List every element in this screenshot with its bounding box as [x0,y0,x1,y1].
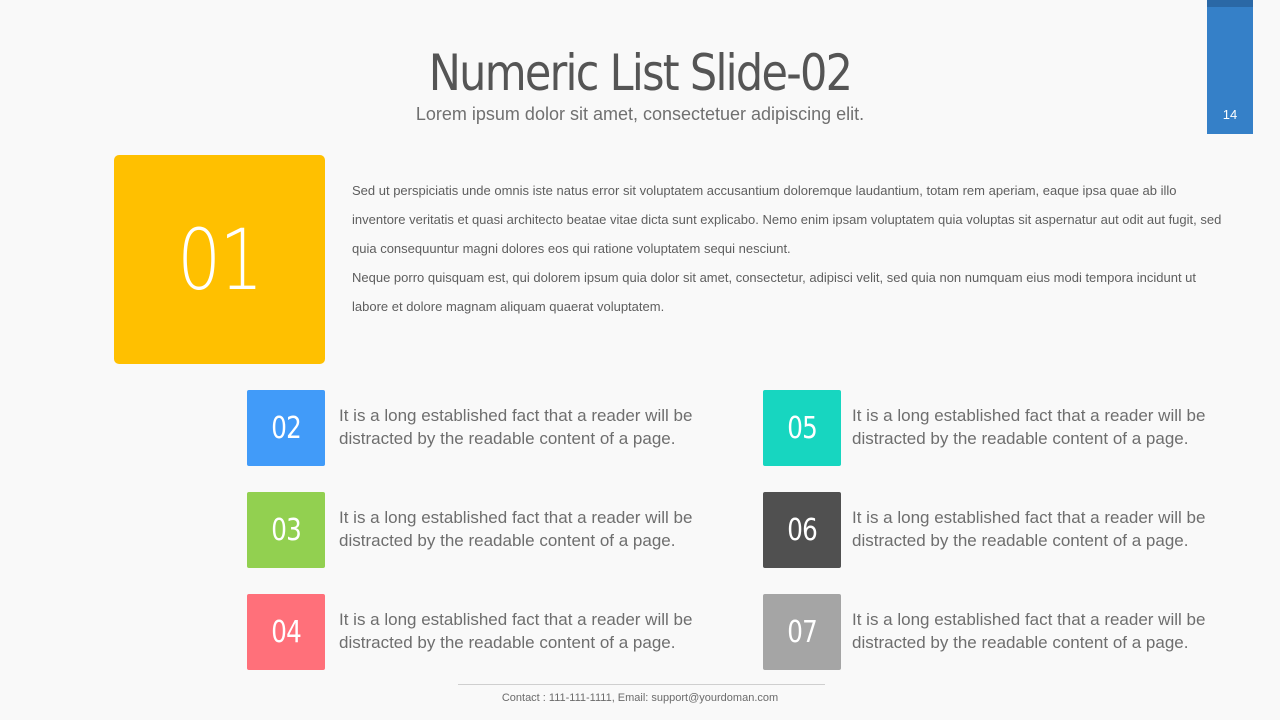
list-item-05 [763,390,1243,468]
list-item-07 [763,594,1243,672]
number-label: 05 [787,410,817,446]
featured-number-box [114,155,325,364]
number-box-04 [247,594,325,670]
list-item-04 [247,594,727,672]
footer-contact: Contact : 111-111-1111, Email: support@yourdoman.com [501,692,779,704]
number-label: 03 [271,512,301,548]
number-label: 04 [271,614,301,650]
list-item-text: It is a long established fact that a reader will be distracted by the readable content of a page. [339,508,693,550]
featured-description [352,176,1222,321]
list-item-text: It is a long established fact that a reader will be distracted by the readable content of a page. [339,406,693,448]
slide-title: Numeric List Slide-02 [428,44,852,102]
number-box-03 [247,492,325,568]
list-item-text: It is a long established fact that a reader will be distracted by the readable content of a page. [852,508,1206,550]
list-item-06 [763,492,1243,570]
number-box-06 [763,492,841,568]
page-number: 14 [1222,107,1238,122]
footer-divider [458,684,825,685]
number-label: 02 [271,410,301,446]
number-label: 07 [787,614,817,650]
featured-paragraph-2: Neque porro quisquam est, qui dolorem ipsum quia dolor sit amet, consectetur, adipisci velit, sed quia non numquam eius modi tempora incidunt ut labore et dolore magnam aliquam quaerat voluptatem. [352,270,1197,314]
list-item-text: It is a long established fact that a reader will be distracted by the readable content of a page. [852,610,1206,652]
number-box-02 [247,390,325,466]
list-item-text: It is a long established fact that a reader will be distracted by the readable content of a page. [339,610,693,652]
number-box-05 [763,390,841,466]
featured-paragraph-1: Sed ut perspiciatis unde omnis iste natus error sit voluptatem accusantium doloremque laudantium, totam rem aperiam, eaque ipsa quae ab illo inventore veritatis et quasi architecto beatae vitae dicta sunt explicabo. Nemo enim ipsam voluptatem quia voluptas sit aspernatur aut odit aut fugit, sed quia consequuntur magni dolores eos qui ratione voluptatem sequi nesciunt. [352,183,1222,256]
page-tab-accent [1207,0,1253,7]
list-item-text: It is a long established fact that a reader will be distracted by the readable content of a page. [852,406,1206,448]
number-box-07 [763,594,841,670]
slide-subtitle: Lorem ipsum dolor sit amet, consectetuer adipiscing elit. [415,104,865,124]
number-label: 06 [787,512,817,548]
featured-number: 01 [177,210,262,309]
list-item-03 [247,492,727,570]
list-item-02 [247,390,727,468]
